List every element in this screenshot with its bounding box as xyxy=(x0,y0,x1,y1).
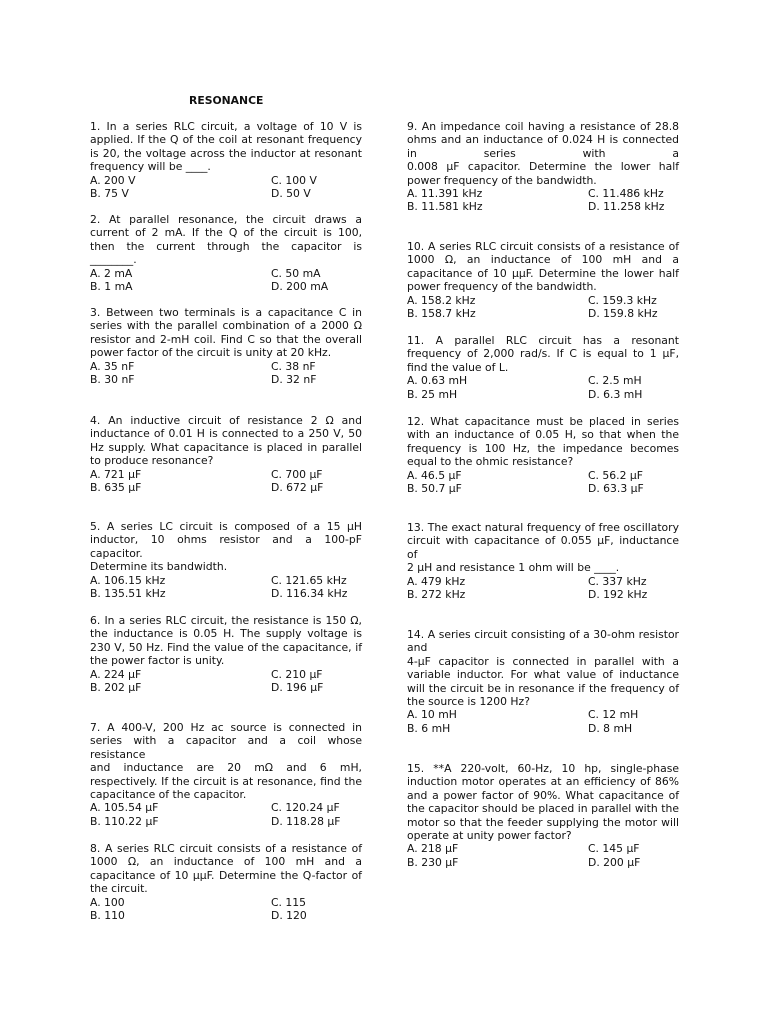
answer-option: B. 25 mH xyxy=(407,387,458,401)
answer-option: D. 63.3 μF xyxy=(588,482,644,496)
question-line: 6. In a series RLC circuit, the resistance is 150 Ω, xyxy=(90,614,362,627)
question-text xyxy=(407,120,679,187)
question-line: 9. An impedance coil having a resistance of 28.8 xyxy=(407,120,679,133)
answer-option: D. 200 mA xyxy=(271,280,329,294)
question-line: the circuit. xyxy=(90,882,148,896)
answer-option: C. 145 μF xyxy=(588,842,640,856)
question-line: 8. A series RLC circuit consists of a resistance of xyxy=(90,842,362,855)
question-6 xyxy=(90,614,362,694)
question-line: applied. If the Q of the coil at resonant frequency xyxy=(90,133,362,147)
question-line: 3. Between two terminals is a capacitance C in xyxy=(90,306,362,319)
answer-option: C. 120.24 μF xyxy=(271,801,340,815)
question-line: series with the parallel combination of a 2000 Ω xyxy=(90,319,362,333)
answer-option: A. 105.54 μF xyxy=(90,801,159,815)
question-line: find the value of L. xyxy=(407,360,509,374)
answer-options xyxy=(90,801,362,828)
question-line: 230 V, 50 Hz. Find the value of the capacitance, if xyxy=(90,640,362,654)
answer-options xyxy=(90,668,362,695)
answer-option: C. 100 V xyxy=(271,173,317,187)
answer-option: D. 116.34 kHz xyxy=(271,587,348,601)
answer-option: C. 700 μF xyxy=(271,467,323,481)
answer-option: B. 272 kHz xyxy=(407,588,466,602)
answer-option: C. 56.2 μF xyxy=(588,468,643,482)
question-line: 15. **A 220-volt, 60-Hz, 10 hp, single-phase xyxy=(407,762,679,775)
question-line: with an inductance of 0.05 H, so that when the xyxy=(407,428,679,442)
answer-options xyxy=(90,468,362,495)
answer-row xyxy=(90,909,362,922)
question-line: inductor, 10 ohms resistor and a 100-pF capacitor. xyxy=(90,533,362,560)
question-8 xyxy=(90,842,362,922)
answer-option: B. 110 xyxy=(90,909,125,923)
question-line: 13. The exact natural frequency of free oscillatory xyxy=(407,521,679,534)
answer-option: A. 106.15 kHz xyxy=(90,573,166,587)
question-line: and inductance are 20 mΩ and 6 mH, xyxy=(90,761,362,775)
question-line: power frequency of the bandwidth. xyxy=(407,173,597,187)
answer-option: B. 6 mH xyxy=(407,721,451,735)
answer-option: C. 11.486 kHz xyxy=(588,187,664,201)
answer-options xyxy=(407,575,679,602)
answer-options xyxy=(90,574,362,601)
answer-row xyxy=(407,307,679,320)
answer-options xyxy=(407,374,679,401)
question-9 xyxy=(407,120,679,214)
question-line: circuit with capacitance of 0.055 μF, inductance of xyxy=(407,534,679,561)
answer-options xyxy=(407,294,679,321)
answer-row xyxy=(407,469,679,482)
question-14 xyxy=(407,628,679,735)
answer-options xyxy=(407,842,679,869)
question-text xyxy=(90,520,362,574)
question-line: power factor of the circuit is unity at 20 kHz. xyxy=(90,346,332,360)
answer-row xyxy=(407,374,679,387)
question-text xyxy=(407,415,679,469)
question-line: in series with a xyxy=(407,146,679,160)
question-5 xyxy=(90,520,362,600)
question-line: to produce resonance? xyxy=(90,454,214,468)
question-line: frequency will be ____. xyxy=(90,160,211,174)
answer-option: D. 6.3 mH xyxy=(588,387,643,401)
answer-row xyxy=(90,468,362,481)
answer-options xyxy=(90,896,362,923)
question-line: current of 2 mA. If the Q of the circuit is 100, xyxy=(90,226,362,240)
question-line: 1. In a series RLC circuit, a voltage of 10 V is xyxy=(90,120,362,133)
question-line: respectively. If the circuit is at resonance, find the xyxy=(90,774,362,788)
question-line: induction motor operates at an efficiency of 86% xyxy=(407,775,679,789)
question-line: resistor and 2-mH coil. Find C so that the overall xyxy=(90,332,362,346)
answer-option: B. 11.581 kHz xyxy=(407,200,483,214)
answer-option: B. 230 μF xyxy=(407,855,459,869)
answer-row xyxy=(407,482,679,495)
question-line: 14. A series circuit consisting of a 30-ohm resistor xyxy=(407,628,679,641)
answer-option: C. 210 μF xyxy=(271,667,323,681)
answer-option: A. 158.2 kHz xyxy=(407,293,476,307)
question-line: capacitance of the capacitor. xyxy=(90,788,247,802)
question-12 xyxy=(407,415,679,495)
question-line: ________. xyxy=(90,253,137,267)
answer-option: C. 337 kHz xyxy=(588,574,647,588)
answer-option: B. 30 nF xyxy=(90,373,135,387)
answer-row xyxy=(407,842,679,855)
question-line: 11. A parallel RLC circuit has a resonant xyxy=(407,334,679,347)
question-line: 1000 Ω, an inductance of 100 mH and a xyxy=(90,855,362,869)
answer-row xyxy=(90,174,362,187)
answer-option: D. 192 kHz xyxy=(588,588,648,602)
question-line: Hz supply. What capacitance is placed in parallel xyxy=(90,440,362,454)
answer-row xyxy=(90,896,362,909)
answer-option: B. 202 μF xyxy=(90,681,142,695)
question-3 xyxy=(90,306,362,386)
question-text xyxy=(90,721,362,801)
answer-options xyxy=(407,708,679,735)
answer-row xyxy=(407,575,679,588)
question-line: operate at unity power factor? xyxy=(407,829,572,843)
question-13 xyxy=(407,521,679,601)
question-line: 2 μH and resistance 1 ohm will be ____. xyxy=(407,561,620,575)
answer-option: A. 35 nF xyxy=(90,359,135,373)
question-line: will the circuit be in resonance if the frequency of xyxy=(407,681,679,695)
answer-row xyxy=(90,360,362,373)
answer-option: A. 479 kHz xyxy=(407,574,466,588)
answer-option: C. 115 xyxy=(271,895,307,909)
answer-option: D. 200 μF xyxy=(588,855,641,869)
answer-options xyxy=(407,469,679,496)
question-line: capacitance of 10 μμF. Determine the Q-factor of xyxy=(90,868,362,882)
answer-option: D. 120 xyxy=(271,909,307,923)
answer-option: B. 635 μF xyxy=(90,481,142,495)
question-text xyxy=(90,213,362,267)
question-text xyxy=(90,414,362,468)
answer-option: C. 2.5 mH xyxy=(588,374,642,388)
answer-option: C. 38 nF xyxy=(271,359,316,373)
answer-row xyxy=(407,200,679,213)
answer-row xyxy=(407,588,679,601)
answer-row xyxy=(407,722,679,735)
answer-option: D. 50 V xyxy=(271,187,311,201)
question-line: the source is 1200 Hz? xyxy=(407,695,530,709)
question-2 xyxy=(90,213,362,293)
question-4 xyxy=(90,414,362,494)
answer-option: A. 10 mH xyxy=(407,708,457,722)
question-line: 4-μF capacitor is connected in parallel with a xyxy=(407,654,679,668)
answer-option: B. 75 V xyxy=(90,187,129,201)
question-line: 12. What capacitance must be placed in series xyxy=(407,415,679,428)
question-line: then the current through the capacitor is xyxy=(90,239,362,253)
answer-row xyxy=(90,587,362,600)
question-line: the inductance is 0.05 H. The supply voltage is xyxy=(90,627,362,641)
answer-row xyxy=(407,187,679,200)
answer-option: A. 100 xyxy=(90,895,125,909)
answer-option: A. 224 μF xyxy=(90,667,142,681)
answer-option: D. 672 μF xyxy=(271,481,324,495)
question-line: motor so that the feeder supplying the motor will xyxy=(407,815,679,829)
question-text xyxy=(407,628,679,708)
answer-option: B. 135.51 kHz xyxy=(90,587,166,601)
answer-row xyxy=(90,280,362,293)
question-line: capacitance of 10 μμF. Determine the lower half xyxy=(407,266,679,280)
answer-option: B. 1 mA xyxy=(90,280,133,294)
answer-row xyxy=(407,856,679,869)
question-line: 4. An inductive circuit of resistance 2 Ω and xyxy=(90,414,362,427)
question-11 xyxy=(407,334,679,401)
answer-option: B. 158.7 kHz xyxy=(407,307,476,321)
question-line: frequency of 2,000 rad/s. If C is equal to 1 μF, xyxy=(407,347,679,361)
answer-row xyxy=(90,815,362,828)
question-line: variable inductor. For what value of inductance xyxy=(407,668,679,682)
question-text xyxy=(90,614,362,668)
answer-option: A. 11.391 kHz xyxy=(407,187,483,201)
answer-row xyxy=(407,708,679,721)
answer-option: A. 218 μF xyxy=(407,842,459,856)
answer-option: A. 721 μF xyxy=(90,467,142,481)
answer-option: C. 50 mA xyxy=(271,266,321,280)
answer-option: A. 0.63 mH xyxy=(407,374,468,388)
answer-option: B. 50.7 μF xyxy=(407,482,462,496)
answer-options xyxy=(90,267,362,294)
question-line: is 20, the voltage across the inductor at resonant xyxy=(90,146,362,160)
answer-row xyxy=(90,574,362,587)
question-line: 10. A series RLC circuit consists of a resistance of xyxy=(407,240,679,253)
question-text xyxy=(407,334,679,374)
question-line: 0.008 μF capacitor. Determine the lower half xyxy=(407,160,679,174)
answer-row xyxy=(90,481,362,494)
answer-row xyxy=(90,668,362,681)
question-line: Determine its bandwidth. xyxy=(90,560,228,574)
answer-option: D. 8 mH xyxy=(588,721,633,735)
answer-option: B. 110.22 μF xyxy=(90,814,159,828)
question-line: and a power factor of 90%. What capacitance of xyxy=(407,788,679,802)
question-line: and xyxy=(407,641,428,655)
answer-option: A. 2 mA xyxy=(90,266,133,280)
answer-option: D. 32 nF xyxy=(271,373,317,387)
question-line: ohms and an inductance of 0.024 H is connected xyxy=(407,133,679,147)
answer-row xyxy=(90,187,362,200)
answer-option: D. 11.258 kHz xyxy=(588,200,665,214)
question-text xyxy=(90,306,362,360)
page-title: RESONANCE xyxy=(189,94,264,107)
question-7 xyxy=(90,721,362,828)
answer-option: C. 121.65 kHz xyxy=(271,573,347,587)
answer-option: C. 159.3 kHz xyxy=(588,293,657,307)
question-line: frequency is 100 Hz, the impedance becomes xyxy=(407,441,679,455)
answer-row xyxy=(90,681,362,694)
question-line: equal to the ohmic resistance? xyxy=(407,455,574,469)
question-text xyxy=(407,762,679,842)
answer-options xyxy=(90,360,362,387)
answer-row xyxy=(90,373,362,386)
answer-row xyxy=(90,267,362,280)
answer-option: D. 118.28 μF xyxy=(271,814,341,828)
answer-option: A. 46.5 μF xyxy=(407,468,462,482)
question-line: the power factor is unity. xyxy=(90,654,225,668)
question-line: 2. At parallel resonance, the circuit draws a xyxy=(90,213,362,226)
question-10 xyxy=(407,240,679,320)
answer-row xyxy=(407,294,679,307)
question-line: power frequency of the bandwidth. xyxy=(407,280,597,294)
answer-row xyxy=(407,388,679,401)
question-text xyxy=(407,240,679,294)
question-line: the capacitor should be placed in parallel with the xyxy=(407,802,679,816)
question-1 xyxy=(90,120,362,200)
answer-options xyxy=(90,174,362,201)
answer-option: A. 200 V xyxy=(90,173,136,187)
question-text xyxy=(407,521,679,575)
question-line: 1000 Ω, an inductance of 100 mH and a xyxy=(407,253,679,267)
question-15 xyxy=(407,762,679,869)
answer-option: C. 12 mH xyxy=(588,708,639,722)
answer-option: D. 196 μF xyxy=(271,681,324,695)
question-line: 5. A series LC circuit is composed of a 15 μH xyxy=(90,520,362,533)
question-line: series with a capacitor and a coil whose resistance xyxy=(90,734,362,761)
question-text xyxy=(90,120,362,174)
answer-row xyxy=(90,801,362,814)
answer-option: D. 159.8 kHz xyxy=(588,307,658,321)
answer-options xyxy=(407,187,679,214)
question-line: inductance of 0.01 H is connected to a 250 V, 50 xyxy=(90,427,362,441)
question-text xyxy=(90,842,362,896)
question-line: 7. A 400-V, 200 Hz ac source is connected in xyxy=(90,721,362,734)
